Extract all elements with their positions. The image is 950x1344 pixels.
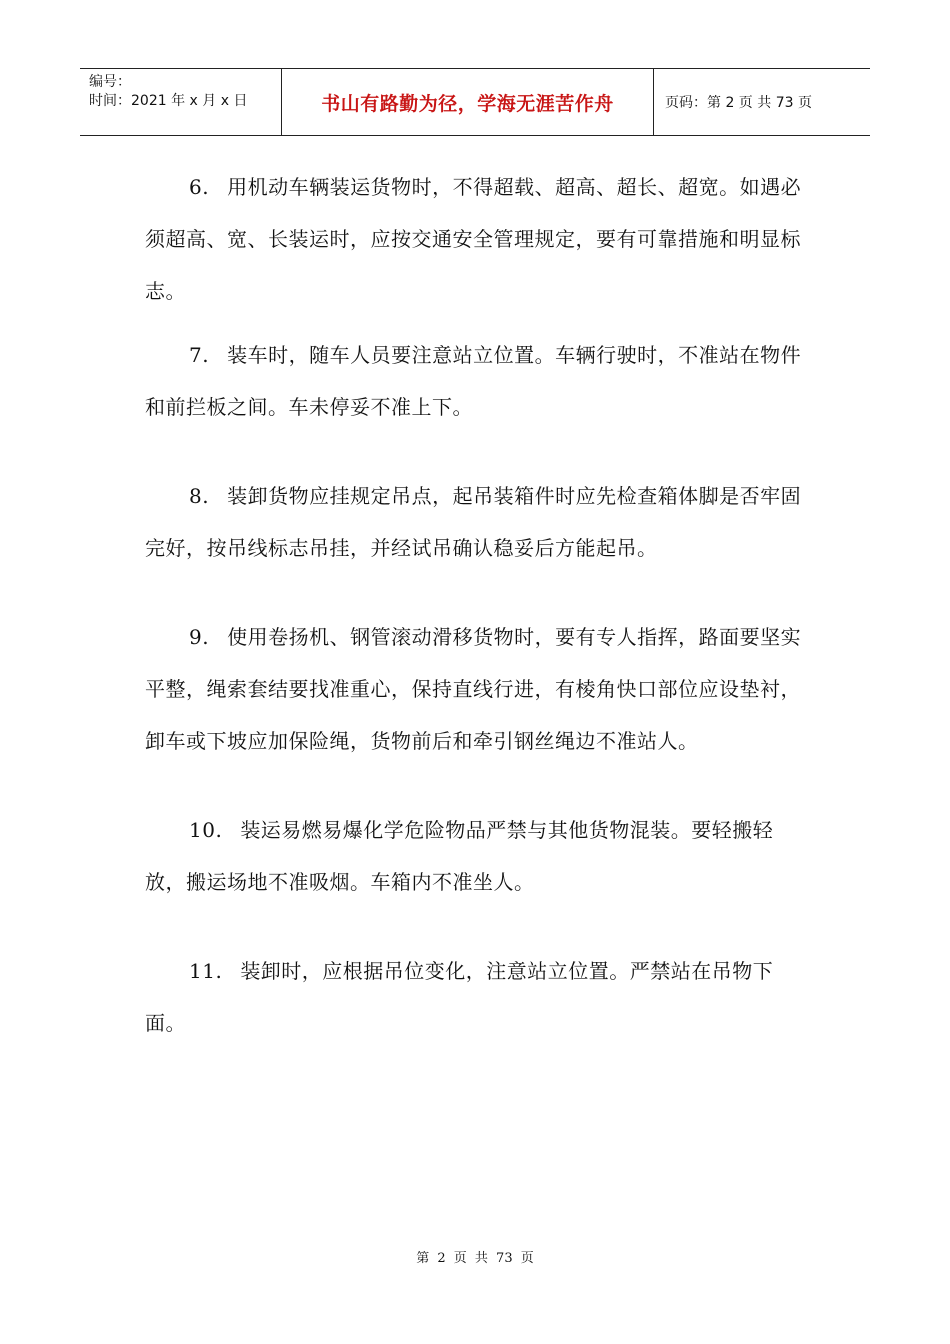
footer-page-number: 第 2 页 共 73 页 bbox=[416, 1251, 534, 1266]
paragraph-number: 10. bbox=[189, 818, 223, 842]
page-code: 页码：第 2 页 共 73 页 bbox=[665, 95, 812, 111]
doc-number-label: 编号： bbox=[89, 74, 131, 90]
paragraph-text: 装卸时，应根据吊位变化，注意站立位置。严禁站在吊物下面。 bbox=[145, 959, 774, 1035]
paragraph-number: 8. bbox=[189, 484, 210, 508]
paragraph-number: 9. bbox=[189, 625, 210, 649]
paragraph-number: 6. bbox=[189, 175, 210, 199]
paragraph-text: 使用卷扬机、钢管滚动滑移货物时，要有专人指挥，路面要坚实平整，绳索套结要找准重心，保持直线行进，有棱角快口部位应设垫衬，卸车或下坡应加保险绳，货物前后和牵引钢丝绳边不准站人。 bbox=[145, 625, 802, 753]
paragraph-text: 装卸货物应挂规定吊点，起吊装箱件时应先检查箱体脚是否牢固完好，按吊线标志吊挂，并经试吊确认稳妥后方能起吊。 bbox=[145, 484, 802, 560]
paragraph-text: 装运易燃易爆化学危险物品严禁与其他货物混装。要轻搬轻放，搬运场地不准吸烟。车箱内不准坐人。 bbox=[145, 818, 774, 894]
header-page-cell bbox=[654, 69, 870, 135]
paragraph-9 bbox=[145, 611, 805, 767]
paragraph-number: 7. bbox=[189, 343, 210, 367]
paragraph-11 bbox=[145, 945, 805, 1049]
document-body bbox=[145, 161, 805, 1049]
header-meta-cell bbox=[80, 69, 282, 135]
paragraph-text: 装车时，随车人员要注意站立位置。车辆行驶时，不准站在物件和前拦板之间。车未停妥不准上下。 bbox=[145, 343, 802, 419]
motto-text: 书山有路勤为径，学海无涯苦作舟 bbox=[321, 92, 614, 115]
paragraph-number: 11. bbox=[189, 959, 223, 983]
page-footer bbox=[0, 1247, 950, 1266]
paragraph-10 bbox=[145, 804, 805, 908]
header-motto-cell bbox=[282, 69, 654, 135]
paragraph-8 bbox=[145, 470, 805, 574]
page-header bbox=[80, 68, 870, 136]
paragraph-7 bbox=[145, 329, 805, 433]
paragraph-text: 用机动车辆装运货物时，不得超载、超高、超长、超宽。如遇必须超高、宽、长装运时，应按交通安全管理规定，要有可靠措施和明显标志。 bbox=[145, 175, 802, 303]
paragraph-6 bbox=[145, 161, 805, 317]
date-label: 时间：2021 年 x 月 x 日 bbox=[89, 93, 248, 109]
